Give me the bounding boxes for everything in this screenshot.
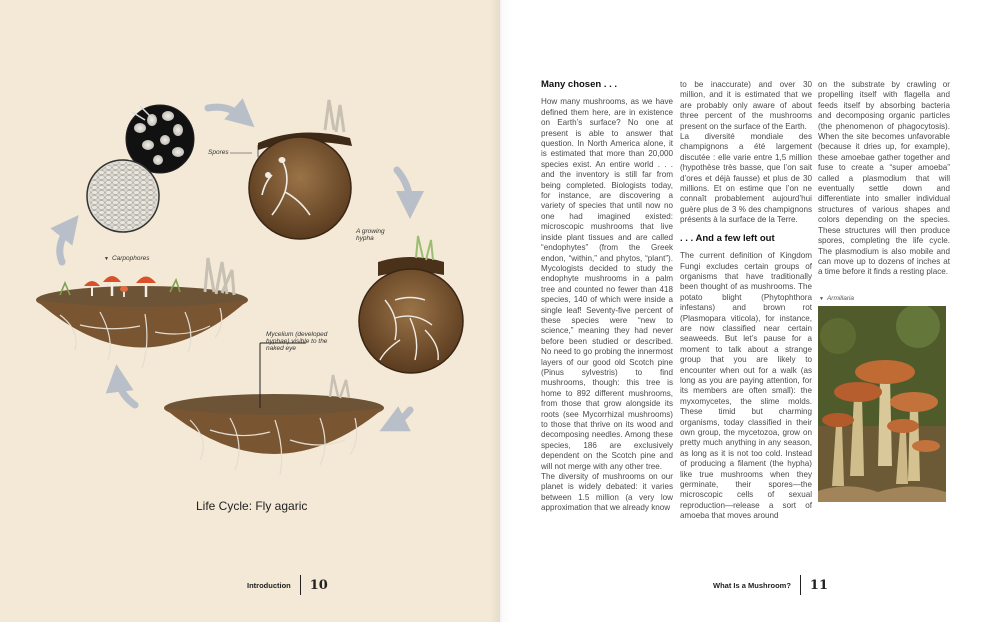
paragraph: to be inaccurate) and over 30 million, and it is estimated that we are probably only aware of about three percent of the mushrooms present on the surface of the Earth. — [680, 80, 812, 131]
germination-stage-icon — [249, 100, 352, 239]
paragraph: La diversité mondiale des champignons a été largement discutée : elle varie entre 1,5 million (hypothèse très basse, que l’on sait d’ores et déjà fausse) et plus de 30 millions. Et on estime que l’on ne connaît probablement aujourd’hui guère plus de 3 % des champignons présents à la surface de la Terre. — [680, 132, 812, 225]
footer-divider — [800, 575, 801, 595]
right-footer — [713, 574, 828, 596]
text-column-2 — [680, 80, 812, 522]
armillaria-photo — [818, 306, 946, 502]
spores-label: Spores — [208, 149, 229, 156]
triangle-marker-icon: ▼ — [104, 256, 109, 262]
footer-divider — [300, 575, 301, 595]
gills-closeup-icon — [87, 160, 159, 232]
figure-caption: Life Cycle: Fly agaric — [196, 499, 308, 513]
developed-mycelium-soil-icon — [164, 375, 384, 475]
paragraph: The current definition of Kingdom Fungi excludes certain groups of organisms that have traditionally been thought of as mushrooms. The potato blight (Phytophthora infestans) and brown rot (Plasmopara viticola), for instance, are now classified near certain seaweeds. But let’s pause for a moment to talk about a strange group that you are likely to encounter when out for a walk (as long as you are paying attention, for its members are often small): the myxomycetes, the slime molds. These timid but charming organisms, today classified in their own group, the mycetozoa, grow on pretty much anything in any season, as long as it is not too cold. Instead of producing a filament (the hypha) like true mushrooms when they germinate, their spores—the microscopic cells of sexual reproduction—release a sort of amoeba that moves around — [680, 251, 812, 521]
section-heading: Many chosen . . . — [541, 79, 618, 90]
left-footer — [247, 574, 328, 596]
running-title: What Is a Mushroom? — [713, 580, 791, 590]
text-column-3 — [818, 80, 950, 278]
paragraph: on the substrate by crawling or propelling itself with flagella and feeds itself by absorbing bacteria and decomposing organic particles (the phenomenon of phagocytosis). When the site becomes unfavorable (because it dries up, for example), these amoebae gather together and fuse to create a “super amoeba” called a plasmodium that will eventually settle down and differentiate into smaller individual structures of various shapes and colors depending on the species. These structures will then produce spores, completing the life cycle. The plasmodium is also mobile and can move up to dozens of inches at a time before it finds a resting place. — [818, 80, 950, 277]
page-number: 10 — [309, 577, 328, 593]
cycle-arrows — [60, 107, 410, 425]
paragraph: The diversity of mushrooms on our planet is widely debated: it varies between 1.5 million (a very low approximation that we already know — [541, 472, 673, 513]
paragraph: How many mushrooms, as we have defined them here, are in existence on Earth’s surface? No one at present is able to answer that question. In North America alone, it is estimated that more than 20,000 species exist. An entire world . . . and the inventory is still far from being completed. Biologists today, for instance, are discovering a variety of species that until now no one had imagined existed: microscopic mushrooms that live inside plant tissues and are called “endophytes” (from the Greek endon, “within,” and phytos, “plant”). Mycologists decided to study the endophyte mushrooms in a palm tree and counted no fewer than 418 species, 140 of which were inside a single leaf! Seventy-five percent of these species were “new to science,” meaning they had never before been studied or described. No need to go probing the innermost layers of our good old Scotch pine (Pinus sylvestris) to find mushrooms, though: this tree is home to 892 different mushrooms, from those that grow alongside its roots (see Mycorrhizal mushrooms) to those that thrive on its wood and decomposing needles. Among these species, 186 are exclusively dependent on the Scotch pine and will not merge with any other tree. — [541, 97, 673, 471]
photo-caption: ▼ Armillaria — [819, 295, 855, 302]
page-number: 11 — [809, 577, 829, 593]
mycelium-label: Mycelium (developed hyphae) visible to the naked eye — [266, 331, 328, 352]
text-column-1 — [541, 80, 673, 514]
triangle-marker-icon: ▼ — [819, 296, 824, 302]
carpophores-label: ▼ Carpophores — [104, 255, 150, 262]
running-title: Introduction — [247, 580, 291, 590]
hypha-label: A growing hypha — [356, 228, 385, 242]
mycelium-stage-icon — [359, 236, 463, 373]
section-heading: . . . And a few left out — [680, 232, 775, 244]
carpophores-soil-icon — [36, 258, 248, 368]
